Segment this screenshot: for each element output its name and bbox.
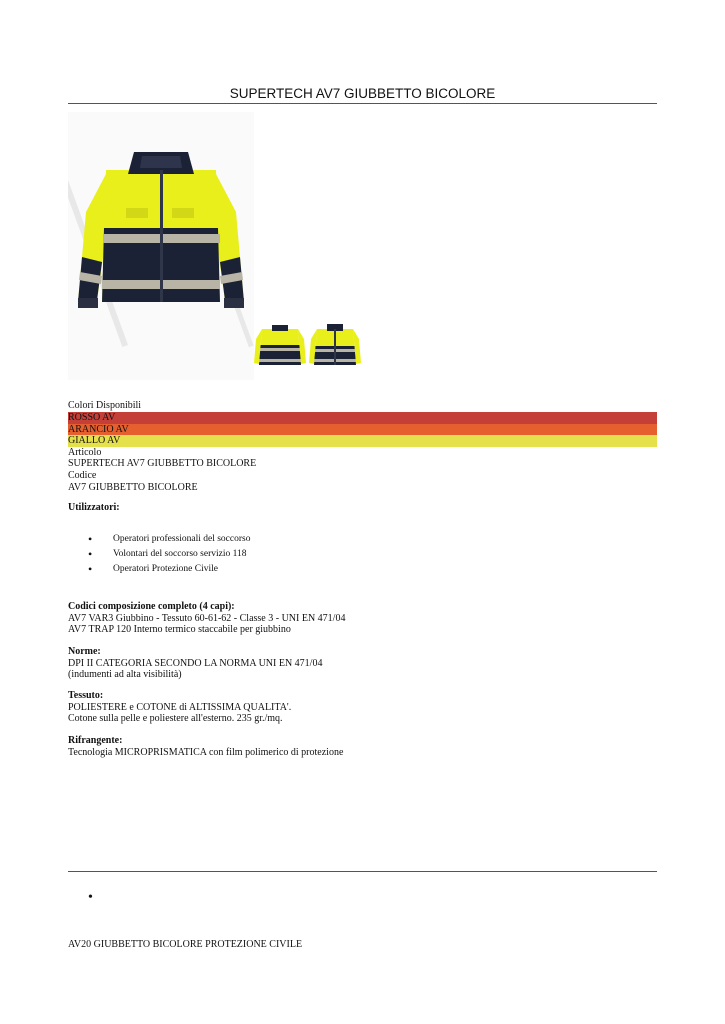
rifrangente-heading: Rifrangente: (68, 735, 123, 746)
page-title: SUPERTECH AV7 GIUBBETTO BICOLORE (229, 86, 496, 101)
footer-divider (68, 871, 657, 872)
color-row-label: ROSSO AV (68, 412, 116, 423)
bullet-icon: • (88, 561, 93, 576)
list-item-text: Operatori Protezione Civile (113, 563, 218, 574)
composizione-line: AV7 VAR3 Giubbino - Tessuto 60-61-62 - Classe 3 - UNI EN 471/04 (68, 612, 346, 624)
jacket-photo (68, 112, 254, 380)
footer-bullet-icon: • (88, 890, 93, 905)
title-divider (68, 103, 657, 104)
codice-value: AV7 GIUBBETTO BICOLORE (68, 481, 198, 493)
composizione-line: AV7 TRAP 120 Interno termico staccabile per giubbino (68, 624, 291, 636)
bullet-icon: • (88, 532, 93, 546)
tessuto-line: Cotone sulla pelle e poliestere all'esterno. 235 gr./mq. (68, 713, 283, 725)
jacket-thumbnail-back[interactable] (254, 321, 306, 371)
norme-line: DPI II CATEGORIA SECONDO LA NORMA UNI EN 471/04 (68, 657, 323, 669)
articolo-value: SUPERTECH AV7 GIUBBETTO BICOLORE (68, 458, 257, 470)
utilizzatori-heading: Utilizzatori: (68, 502, 120, 513)
composizione-heading: Codici composizione completo (4 capi): (68, 601, 235, 612)
related-product-link[interactable]: AV20 GIUBBETTO BICOLORE PROTEZIONE CIVILE (68, 939, 303, 950)
color-row-giallo (68, 435, 657, 447)
list-item-text: Operatori professionali del soccorso (113, 534, 251, 544)
color-row-rosso (68, 412, 657, 424)
list-item-text: Volontari del soccorso servizio 118 (113, 548, 247, 559)
jacket-thumbnail-front[interactable] (309, 321, 361, 371)
bullet-icon: • (88, 546, 93, 561)
tessuto-heading: Tessuto: (68, 690, 104, 701)
norme-heading: Norme: (68, 646, 101, 657)
codice-label: Codice (68, 470, 97, 481)
color-row-label: ARANCIO AV (68, 423, 129, 435)
tessuto-line: POLIESTERE e COTONE di ALTISSIMA QUALITA'. (68, 701, 292, 713)
norme-line: (indumenti ad alta visibilità) (68, 669, 182, 681)
colors-label: Colori Disponibili (68, 400, 142, 411)
rifrangente-line: Tecnologia MICROPRISMATICA con film polimerico di protezione (68, 746, 344, 758)
color-row-arancio (68, 424, 657, 436)
color-row-label: GIALLO AV (68, 435, 121, 447)
articolo-label: Articolo (68, 446, 102, 458)
